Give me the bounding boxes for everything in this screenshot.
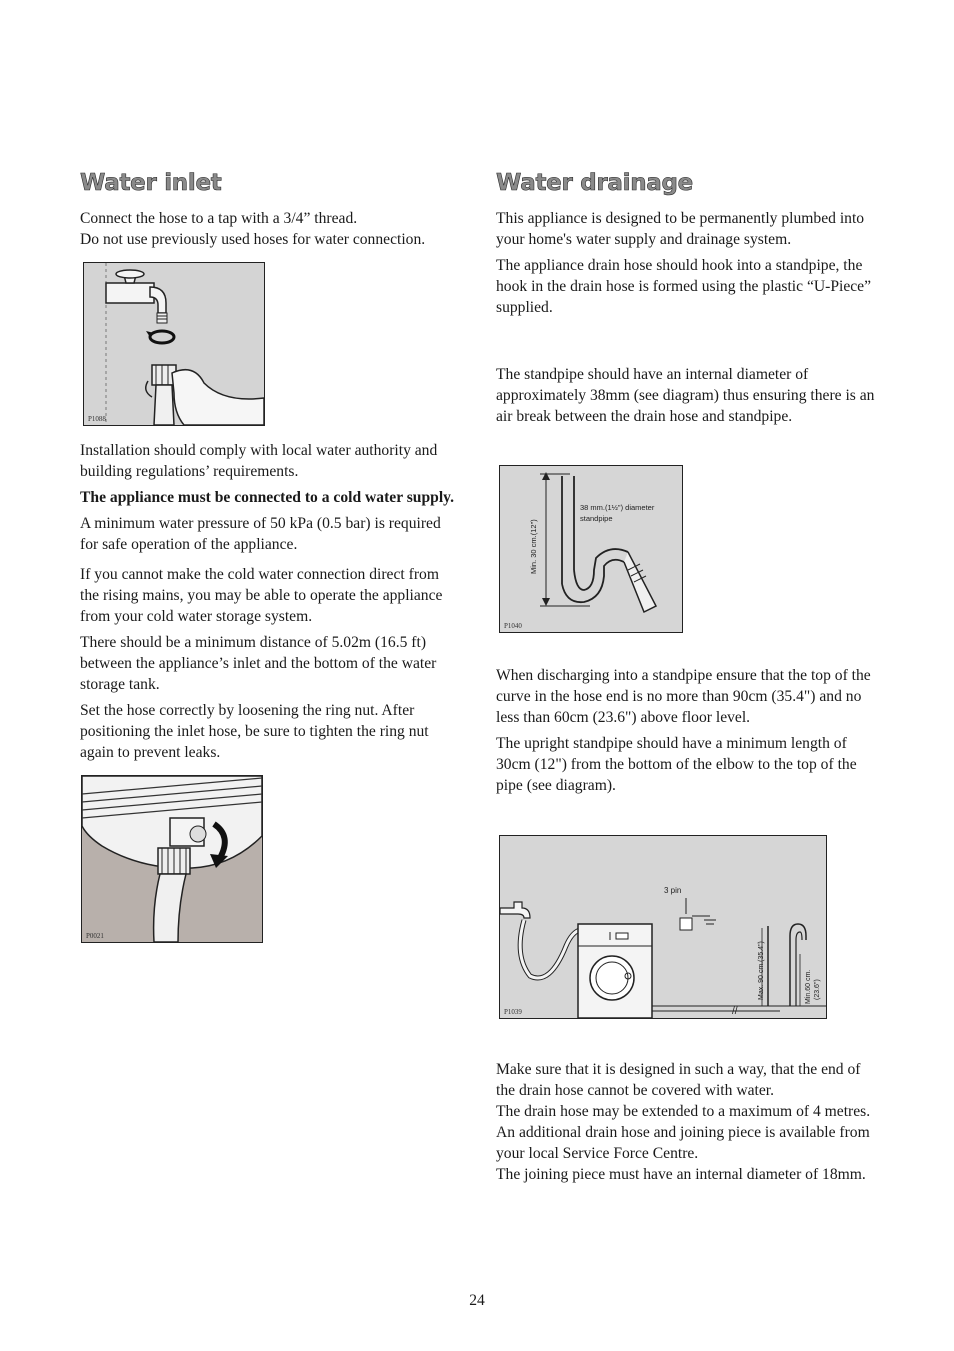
water-inlet-para-ring-nut: Set the hose correctly by loosening the ring nut. After positioning the inlet hose, be sure to tighten the ring nut again to prevent leaks. (80, 702, 429, 761)
water-inlet-para-cold-water: The appliance must be connected to a cold water supply. (80, 489, 454, 506)
min-height-label-line1: Min.60 cm. (805, 969, 812, 1004)
standpipe-diagram (499, 465, 683, 633)
water-drainage-final-line3: The joining piece must have an internal diameter of 18mm. (496, 1166, 866, 1183)
water-inlet-intro (80, 208, 460, 250)
water-drainage-para-final (496, 1059, 881, 1185)
water-drainage-para-min-length: The upright standpipe should have a minimum length of 30cm (12") from the bottom of the elbow to the top of the pipe (see diagram). (496, 735, 857, 794)
figure-code: P1088 (88, 415, 106, 423)
water-drainage-para-heights: When discharging into a standpipe ensure that the top of the curve in the hose end is no more than 90cm (35.4") and no less than 60cm (23.6") above floor level. (496, 667, 871, 726)
min-height-label-line2: (23.6") (814, 979, 821, 1000)
water-inlet-para-regulations: Installation should comply with local water authority and building regulations’ requirements. (80, 442, 438, 480)
water-inlet-para-storage: If you cannot make the cold water connection direct from the rising mains, you may be able to operate the appliance from your cold water storage system. (80, 566, 443, 625)
min-length-label: Min. 30 cm.(12") (529, 519, 538, 574)
water-inlet-intro-line2: Do not use previously used hoses for water connection. (80, 231, 426, 248)
max-height-label: Max. 90 cm.(35.4") (758, 941, 765, 1000)
svg-text://: // (732, 1006, 738, 1017)
water-inlet-intro-line1: Connect the hose to a tap with a 3/4” thread. (80, 210, 358, 227)
ring-nut-illustration (81, 775, 263, 943)
figure-code: P1039 (504, 1008, 522, 1016)
water-inlet-heading: Water inlet (80, 170, 222, 196)
water-drainage-para-diameter: The standpipe should have an internal diameter of approximately 38mm (see diagram) thus ensuring there is an air break between the drain hose and standpipe. (496, 366, 875, 425)
diameter-label-line1: 38 mm.(1½") diameter (580, 503, 655, 512)
diameter-label-line2: standpipe (580, 514, 613, 523)
water-drainage-para-standpipe-hook: The appliance drain hose should hook into a standpipe, the hook in the drain hose is formed using the plastic “U-Piece” supplied. (496, 257, 872, 316)
water-inlet-para-distance: There should be a minimum distance of 5.02m (16.5 ft) between the appliance’s inlet and the bottom of the water storage tank. (80, 634, 437, 693)
water-drainage-final-line2: The drain hose may be extended to a maximum of 4 metres. An additional drain hose and joining piece is available from your local Service Force Centre. (496, 1103, 871, 1162)
figure-code: P1040 (504, 622, 522, 630)
water-inlet-para-pressure: A minimum water pressure of 50 kPa (0.5 bar) is required for safe operation of the appliance. (80, 515, 441, 553)
figure-code: P0021 (86, 932, 104, 940)
water-drainage-final-line1: Make sure that it is designed in such a way, that the end of the drain hose cannot be covered with water. (496, 1061, 861, 1099)
water-drainage-section (496, 170, 881, 1190)
water-drainage-para-plumbed: This appliance is designed to be permanently plumbed into your home's water supply and drainage system. (496, 210, 865, 248)
page-number: 24 (469, 1292, 485, 1309)
water-drainage-heading: Water drainage (496, 170, 693, 196)
tap-connection-illustration (83, 262, 265, 426)
installation-diagram (499, 835, 827, 1019)
water-inlet-section (80, 170, 460, 943)
three-pin-label: 3 pin (664, 886, 682, 895)
